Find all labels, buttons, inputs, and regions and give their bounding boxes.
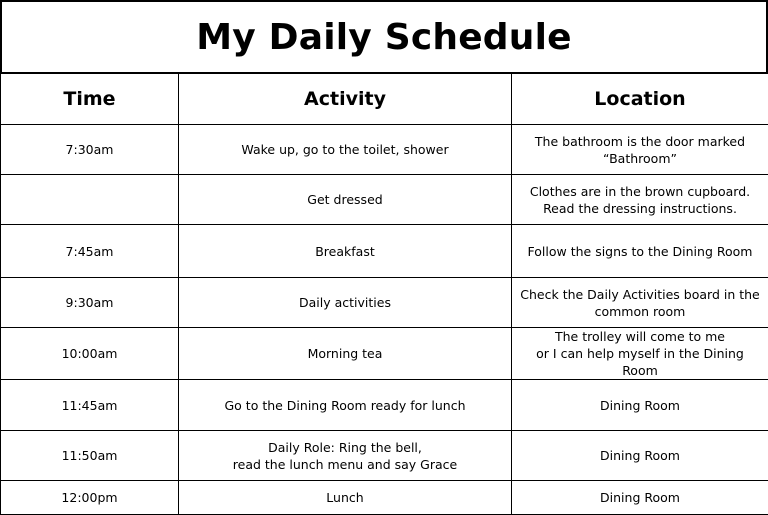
- activity-line: read the lunch menu and say Grace: [185, 456, 505, 473]
- location-line: or I can help myself in the Dining Room: [518, 345, 762, 379]
- time-cell: 11:45am: [1, 380, 179, 431]
- location-cell: [512, 328, 768, 380]
- table-row: [1, 225, 768, 278]
- time-cell: [1, 175, 179, 225]
- location-cell: [512, 175, 768, 225]
- header-activity: Activity: [179, 74, 512, 125]
- table-row: [1, 431, 768, 481]
- activity-line: Wake up, go to the toilet, shower: [185, 141, 505, 158]
- time-cell: 9:30am: [1, 278, 179, 328]
- location-cell: [512, 125, 768, 175]
- time-cell: 12:00pm: [1, 481, 179, 515]
- activity-line: Daily activities: [185, 294, 505, 311]
- table-row: [1, 380, 768, 431]
- location-line: Dining Room: [518, 397, 762, 414]
- location-cell: [512, 431, 768, 481]
- location-line: Read the dressing instructions.: [518, 200, 762, 217]
- header-time: Time: [1, 74, 179, 125]
- activity-line: Morning tea: [185, 345, 505, 362]
- activity-cell: [179, 380, 512, 431]
- location-line: Check the Daily Activities board in the: [518, 286, 762, 303]
- location-cell: [512, 380, 768, 431]
- header-location: Location: [512, 74, 768, 125]
- table-row: [1, 481, 768, 515]
- activity-cell: [179, 125, 512, 175]
- activity-line: Get dressed: [185, 191, 505, 208]
- activity-cell: [179, 481, 512, 515]
- location-line: Clothes are in the brown cupboard.: [518, 183, 762, 200]
- activity-line: Lunch: [185, 489, 505, 506]
- activity-cell: [179, 225, 512, 278]
- activity-cell: [179, 328, 512, 380]
- location-line: The bathroom is the door marked: [518, 133, 762, 150]
- table-row: [1, 125, 768, 175]
- activity-cell: [179, 431, 512, 481]
- location-line: The trolley will come to me: [518, 328, 762, 345]
- location-line: Dining Room: [518, 447, 762, 464]
- page-title: My Daily Schedule: [196, 17, 572, 58]
- activity-line: Go to the Dining Room ready for lunch: [185, 397, 505, 414]
- time-cell: 7:45am: [1, 225, 179, 278]
- location-cell: [512, 278, 768, 328]
- header-row: [1, 74, 768, 125]
- time-cell: 11:50am: [1, 431, 179, 481]
- activity-line: Breakfast: [185, 243, 505, 260]
- time-cell: 7:30am: [1, 125, 179, 175]
- table-row: [1, 175, 768, 225]
- schedule-table: [0, 73, 768, 515]
- activity-cell: [179, 175, 512, 225]
- location-line: common room: [518, 303, 762, 320]
- activity-cell: [179, 278, 512, 328]
- location-cell: [512, 225, 768, 278]
- table-row: [1, 328, 768, 380]
- table-row: [1, 278, 768, 328]
- title-box: [0, 0, 768, 74]
- activity-line: Daily Role: Ring the bell,: [185, 439, 505, 456]
- location-line: “Bathroom”: [518, 150, 762, 167]
- location-line: Dining Room: [518, 489, 762, 506]
- location-line: Follow the signs to the Dining Room: [518, 243, 762, 260]
- location-cell: [512, 481, 768, 515]
- time-cell: 10:00am: [1, 328, 179, 380]
